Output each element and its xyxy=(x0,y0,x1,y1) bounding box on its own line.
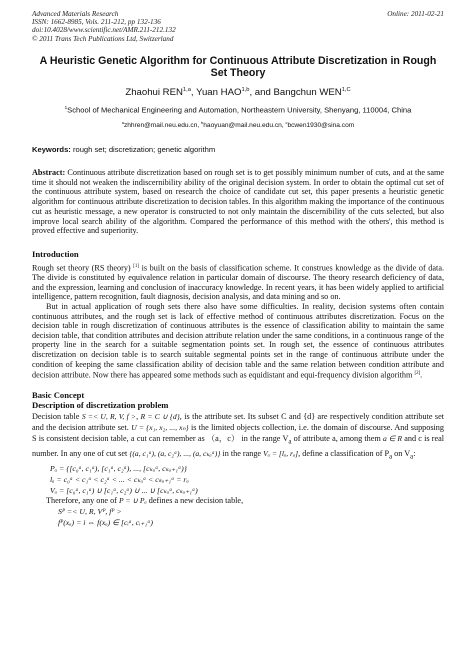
equation: Pₐ = {[c₀ᵃ, c₁ᵃ), [c₁ᵃ, c₂ᵃ), ..., [cₖₐᵃ, cₖₐ₊₁ᵃ)} xyxy=(50,464,187,474)
math-expr: {(a, c₁ᵃ), (a, c₂ᵃ), ..., (a, cₖₐᵃ)} xyxy=(129,449,221,459)
author-separator: , xyxy=(190,86,197,98)
author-separator: , and xyxy=(249,86,274,98)
text-run: , xyxy=(136,411,141,421)
running-header xyxy=(32,10,444,43)
email-mark: b xyxy=(201,119,204,125)
author-name: Zhaohui REN xyxy=(125,86,183,98)
citation-ref[interactable]: [1] xyxy=(133,263,139,269)
math-expr: R = C ∪ {d} xyxy=(140,411,180,421)
intro-text: But in actual application of rough sets there also have some difficulties. In reality, decision systems often contain continuous attributes, and the rough set is lack of effective method of continuous attributes discretization. Focus on the decision table in rough discretization of continuous attributes is the essence of classification ability to maintain the same decision table, that condition attributes and decision attribute relation under the same conditions, in a continuous range of the property line in the search for a suitable segmentation points set. In rough set, the essence of continuous attributes discretization on decision table is to search suitable segmental points set in the range of continuous attribute under the condition of keeping the same classification ability of decision table and the same relation between condition attribute and decision attribute. Now there has appeared some methods such as equidistant and equi-frequency division algorithm xyxy=(32,302,444,380)
online-date: Online: 2011-02-21 xyxy=(387,10,444,18)
intro-paragraph xyxy=(32,262,444,302)
math-expr: a ∈ R xyxy=(382,434,403,444)
description-text xyxy=(32,496,444,506)
text-run: in the range xyxy=(220,449,264,459)
journal-name: Advanced Materials Research xyxy=(32,10,119,18)
description-subheading: Description of discretization problem xyxy=(32,399,169,410)
text-run: : xyxy=(413,449,416,459)
math-expr: U = {x₁, x₂, ..., xₙ} xyxy=(131,422,189,432)
author-mark: 1,b xyxy=(241,86,250,93)
equation: Vₐ = [c₀ᵃ, c₁ᵃ) ∪ [c₁ᵃ, c₂ᵃ) ∪ ... ∪ [cₖₐᵃ, cₖₐ₊₁ᵃ) xyxy=(50,486,198,496)
text-run: on V xyxy=(392,449,411,459)
email-address[interactable]: zhhren@mail.neu.edu.cn, xyxy=(123,122,202,130)
email-address[interactable]: bcwen1930@sina.com xyxy=(287,122,355,130)
citation-ref[interactable]: [2] xyxy=(414,371,421,377)
text-run: is the limited xyxy=(188,422,235,432)
intro-text: is built on the basis of classification scheme. It construes knowledge as the divide of data. The divide is constituted by equivalence relation in particular domain of discourse. The theory research deficiency of data, and the expression, learning and conclusion of inaccuracy knowledge. In recent years, it has been widely applied to artificial intelligence, pattern recognition, fault diagnosis, decision analysis, and data mining and so on. xyxy=(32,263,444,302)
intro-text: Rough set theory (RS theory) xyxy=(32,263,134,273)
author-name: Yuan HAO xyxy=(196,86,242,98)
keywords-label: Keywords: xyxy=(32,144,71,154)
issn-volume: ISSN: 1662-8985, Vols. 211-212, pp 132-136 xyxy=(32,18,161,27)
equation: lₐ = c₀ᵃ < c₁ᵃ < c₂ᵃ < ... < cₖₐᵃ < cₖₐ₊₁ᵃ = rₐ xyxy=(50,475,189,485)
equation: fᴾ(xₐ) = i ⇔ f(xₐ) ∈ [cᵢᵃ, cᵢ₊₁ᵃ) xyxy=(58,517,153,527)
text-run: any one of cut set xyxy=(69,449,130,459)
keywords-text: rough set; discretization; genetic algorithm xyxy=(70,144,216,154)
affiliation-mark: 1 xyxy=(64,104,68,110)
email-address[interactable]: haoyuan@mail.neu.edu.cn, xyxy=(203,122,286,130)
abstract-text: Continuous attribute discretization based on rough set is to get possibly minimum number of cuts, and at the same time it should not weaken the indiscernibility ability of the original decision system. In order to obtain the optimal cut set of the continuous attribute system, based on research the choice of candidate cut set, this paper presents a heuristic genetic algorithm for continuous attribute discretization to decision tables. In this algorithm making the importance of the continuous cut as heuristic message, a new operator is constructed to not only maintain the discernibility of the cuts selected, but also improve local search ability of the algorithm. Compared the performance of this method with the others', this method is proved effective and superiority. xyxy=(32,168,444,236)
intro-paragraph xyxy=(32,302,444,380)
keywords xyxy=(32,145,444,155)
equation: Sᴾ =< U, R, Vᴾ, fᴾ > xyxy=(58,506,122,516)
text-run: of attribute a, among them xyxy=(291,434,383,444)
math-expr: S =< U, R, V, f > xyxy=(81,411,137,421)
text-run: and c is real number. In xyxy=(32,434,444,459)
text-run: objects collection, i.e. the domain of discourse. And supposing S is consistent decision table, a cut xyxy=(32,422,444,444)
text-run: , is the attribute set. Its subset C and {d} are xyxy=(179,411,328,421)
text-run: can remember as （a，c） in the range V xyxy=(148,434,289,444)
doi[interactable]: doi:10.4028/www.scientific.net/AMR.211-212.132 xyxy=(32,26,176,35)
text-run: Therefore, any one of xyxy=(46,496,119,506)
author-mark: 1,a xyxy=(182,86,191,93)
math-expr: Vₐ = [lₐ, rₐ] xyxy=(263,449,299,459)
subscript: a xyxy=(389,453,393,461)
subscript: a xyxy=(288,438,292,446)
affiliation xyxy=(32,103,444,115)
author-list xyxy=(32,84,444,99)
intro-text: . xyxy=(420,370,423,380)
email-mark: a xyxy=(121,119,124,125)
introduction-heading: Introduction xyxy=(32,248,79,259)
abstract-label: Abstract: xyxy=(32,168,66,178)
text-run: defines a new decision table, xyxy=(146,496,244,506)
affiliation-text: School of Mechanical Engineering and Automation, Northeastern University, Shenyang, 110004, China xyxy=(67,105,412,115)
text-run: , define a classification of P xyxy=(298,449,390,459)
text-run: Decision table xyxy=(32,411,82,421)
email-list xyxy=(32,119,444,131)
author-mark: 1,C xyxy=(341,86,351,93)
abstract xyxy=(32,168,444,236)
email-mark: c xyxy=(285,119,288,125)
description-text xyxy=(32,411,444,463)
basic-concept-heading: Basic Concept xyxy=(32,389,85,400)
paper-title: A Heuristic Genetic Algorithm for Continuous Attribute Discretization in Rough Set Theory xyxy=(39,54,437,80)
text-run: respectively condition attribute set and the decision attribute set. xyxy=(32,411,445,432)
math-expr: P = ∪ Pₐ xyxy=(118,496,147,506)
subscript: a xyxy=(410,453,414,461)
author-name: Bangchun WEN xyxy=(273,86,342,98)
copyright: © 2011 Trans Tech Publications Ltd, Switzerland xyxy=(32,34,174,43)
